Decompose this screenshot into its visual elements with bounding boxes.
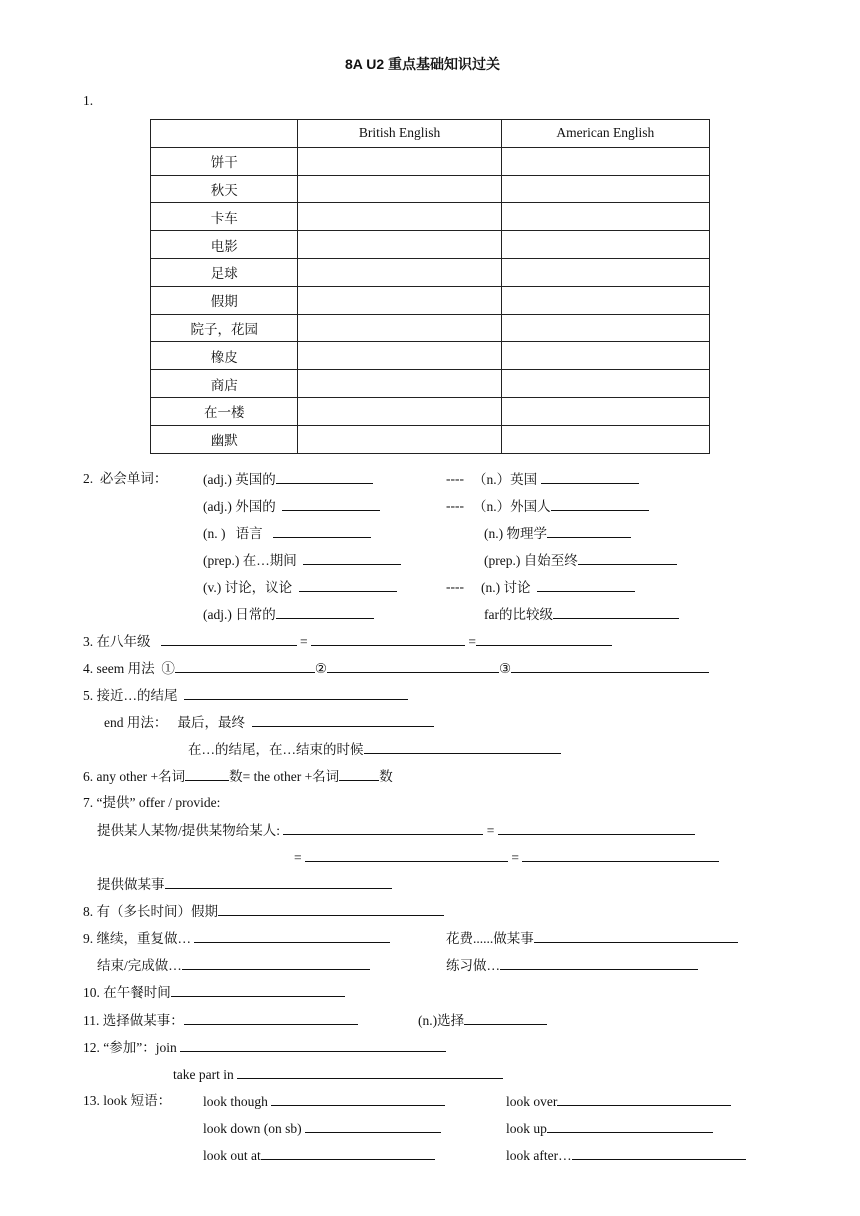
word-item	[203, 552, 401, 569]
question-text: take part in	[173, 1067, 234, 1082]
phrase-item	[506, 1147, 746, 1164]
answer-blank[interactable]	[305, 849, 508, 862]
table-cell-blank[interactable]	[501, 258, 709, 286]
word-item	[203, 471, 373, 488]
page-title: 8A U2 重点基础知识过关	[345, 56, 501, 72]
table-cell-chinese: 秋天	[151, 175, 298, 203]
question-6	[83, 768, 393, 785]
question-text: 12. “参加”：join	[83, 1040, 177, 1055]
table-cell-chinese: 院子，花园	[151, 314, 298, 342]
table-cell-blank[interactable]	[298, 203, 501, 231]
table-cell-chinese: 电影	[151, 231, 298, 259]
question-text: 5. 接近…的结尾	[83, 688, 178, 703]
question-11a	[83, 1012, 358, 1029]
question-text: 数= the other +名词	[229, 769, 340, 784]
answer-blank[interactable]	[305, 1120, 441, 1133]
word-prompt: (v.) 讨论，议论	[203, 580, 293, 595]
end-item: 在…的结尾，在…结束的时候	[188, 742, 364, 757]
answer-blank[interactable]	[276, 606, 374, 619]
question-text: 4. seem 用法	[83, 661, 155, 676]
table-cell-blank[interactable]	[501, 342, 709, 370]
answer-blank[interactable]	[182, 957, 370, 970]
provide-line-2	[294, 849, 719, 866]
table-cell-chinese: 卡车	[151, 203, 298, 231]
answer-blank[interactable]	[339, 768, 379, 781]
table-row	[151, 258, 710, 286]
question-5	[83, 687, 408, 704]
phrase-prompt: look down (on sb)	[203, 1121, 302, 1136]
phrase-item	[506, 1093, 731, 1110]
table-cell-blank[interactable]	[501, 425, 709, 453]
answer-blank[interactable]	[557, 1093, 731, 1106]
word-prompt: (n.) 物理学	[484, 526, 547, 541]
table-row	[151, 425, 710, 453]
answer-blank[interactable]	[299, 579, 397, 592]
question-9a	[83, 930, 390, 947]
answer-blank[interactable]	[553, 606, 679, 619]
word-prompt: (n. ) 语言	[203, 526, 263, 541]
question-text: 结束/完成做…	[97, 958, 182, 973]
question-text: 提供做某事	[97, 877, 165, 892]
question-4	[83, 660, 709, 677]
provide-line-1	[97, 822, 695, 839]
end-label: end 用法：	[104, 715, 168, 730]
table-cell-blank[interactable]	[298, 397, 501, 425]
word-item	[203, 606, 374, 623]
word-prompt: (adj.) 外国的	[203, 499, 276, 514]
phrase-prompt: look up	[506, 1121, 547, 1136]
question-9c	[97, 957, 370, 974]
table-cell-blank[interactable]	[298, 147, 501, 175]
vocab-table	[150, 119, 710, 454]
question-text: 11. 选择做某事：	[83, 1013, 184, 1028]
question-text: 8. 有（多长时间）假期	[83, 904, 218, 919]
answer-blank[interactable]	[311, 633, 465, 646]
table-cell-blank[interactable]	[501, 147, 709, 175]
word-item	[203, 525, 371, 542]
answer-blank[interactable]	[261, 1147, 435, 1160]
table-row	[151, 231, 710, 259]
dash: ----	[446, 471, 464, 486]
word-prompt: (prep.) 自始至终	[484, 553, 578, 568]
table-cell-blank[interactable]	[501, 203, 709, 231]
question-text: 练习做…	[446, 958, 500, 973]
question-number: 1.	[83, 93, 94, 108]
question-text: 花费......做某事	[446, 931, 534, 946]
table-cell-blank[interactable]	[501, 397, 709, 425]
answer-blank[interactable]	[237, 1066, 503, 1079]
word-prompt: （n.）英国	[473, 472, 538, 487]
phrase-prompt: look though	[203, 1094, 268, 1109]
answer-blank[interactable]	[161, 633, 297, 646]
table-cell-chinese: 商店	[151, 370, 298, 398]
answer-blank[interactable]	[464, 1012, 547, 1025]
word-item	[484, 552, 677, 569]
equals-sign: =	[294, 850, 302, 865]
question-7: 7. “提供” offer / provide:	[83, 795, 221, 810]
question-text: (n.)选择	[418, 1013, 465, 1028]
table-header-cell: British English	[298, 120, 501, 148]
phrase-item	[203, 1093, 445, 1110]
question-text: 数	[379, 769, 393, 784]
phrase-item	[506, 1120, 713, 1137]
answer-blank[interactable]	[283, 822, 483, 835]
table-row	[151, 203, 710, 231]
answer-blank[interactable]	[180, 1039, 446, 1052]
word-item	[473, 498, 649, 515]
question-text: 3. 在八年级	[83, 634, 151, 649]
circled-number: ③	[498, 661, 512, 676]
word-prompt: (adj.) 英国的	[203, 472, 276, 487]
answer-blank[interactable]	[273, 525, 371, 538]
answer-blank[interactable]	[184, 687, 408, 700]
table-row	[151, 342, 710, 370]
question-text: 提供某人某物/提供某物给某人:	[97, 823, 281, 838]
table-cell-blank[interactable]	[501, 314, 709, 342]
equals-sign: =	[486, 823, 495, 838]
answer-blank[interactable]	[171, 984, 345, 997]
answer-blank[interactable]	[276, 471, 373, 484]
table-cell-chinese: 幽默	[151, 425, 298, 453]
table-cell-blank[interactable]	[501, 370, 709, 398]
word-prompt: far的比较级	[484, 607, 553, 622]
end-item: 最后，最终	[177, 715, 245, 730]
answer-blank[interactable]	[476, 633, 612, 646]
answer-blank[interactable]	[364, 741, 561, 754]
answer-blank[interactable]	[303, 552, 401, 565]
question-9b	[446, 930, 738, 947]
circled-number: ①	[161, 661, 175, 676]
dash: ----	[446, 498, 464, 513]
table-row	[151, 314, 710, 342]
question-13-label: 13. look 短语：	[83, 1093, 172, 1108]
table-cell-blank[interactable]	[298, 175, 501, 203]
answer-blank[interactable]	[282, 498, 380, 511]
table-row	[151, 370, 710, 398]
answer-blank[interactable]	[547, 525, 631, 538]
word-item	[484, 606, 679, 623]
table-cell-chinese: 橡皮	[151, 342, 298, 370]
word-item	[484, 525, 631, 542]
answer-blank[interactable]	[551, 498, 649, 511]
equals-sign: =	[468, 634, 476, 649]
table-cell-chinese: 在一楼	[151, 397, 298, 425]
answer-blank[interactable]	[185, 768, 229, 781]
phrase-item	[203, 1147, 435, 1164]
table-cell-chinese: 饼干	[151, 147, 298, 175]
answer-blank[interactable]	[572, 1147, 746, 1160]
answer-blank[interactable]	[498, 822, 695, 835]
provide-line-3	[97, 876, 392, 893]
table-header-cell	[151, 120, 298, 148]
answer-blank[interactable]	[511, 660, 709, 673]
word-prompt: (n.) 讨论	[481, 580, 531, 595]
word-item	[203, 579, 397, 596]
table-cell-blank[interactable]	[298, 258, 501, 286]
dash: ----	[446, 579, 464, 594]
phrase-prompt: look after…	[506, 1148, 572, 1163]
word-item	[473, 471, 639, 488]
table-header-row	[151, 120, 710, 148]
answer-blank[interactable]	[165, 876, 392, 889]
word-item	[203, 498, 380, 515]
table-cell-blank[interactable]	[298, 425, 501, 453]
answer-blank[interactable]	[537, 579, 635, 592]
table-cell-blank[interactable]	[298, 314, 501, 342]
answer-blank[interactable]	[271, 1093, 445, 1106]
question-3	[83, 633, 612, 650]
answer-blank[interactable]	[184, 1012, 358, 1025]
table-cell-blank[interactable]	[298, 342, 501, 370]
answer-blank[interactable]	[218, 903, 444, 916]
question-number-text: 2.	[83, 471, 94, 486]
word-item	[481, 579, 635, 596]
answer-blank[interactable]	[327, 660, 499, 673]
table-row	[151, 175, 710, 203]
table-header-cell: American English	[501, 120, 709, 148]
answer-blank[interactable]	[522, 849, 719, 862]
question-label: 必会单词：	[99, 471, 168, 486]
question-9d	[446, 957, 698, 974]
question-12b	[173, 1066, 503, 1083]
word-prompt: (adj.) 日常的	[203, 607, 276, 622]
table-cell-chinese: 足球	[151, 258, 298, 286]
question-10	[83, 984, 345, 1001]
table-row	[151, 286, 710, 314]
table-cell-chinese: 假期	[151, 286, 298, 314]
word-prompt: （n.）外国人	[473, 499, 551, 514]
question-12a	[83, 1039, 446, 1056]
answer-blank[interactable]	[541, 471, 639, 484]
equals-sign: =	[511, 850, 519, 865]
answer-blank[interactable]	[252, 714, 434, 727]
table-cell-blank[interactable]	[501, 286, 709, 314]
circled-number: ②	[314, 661, 327, 676]
end-usage-2	[188, 741, 561, 758]
answer-blank[interactable]	[534, 930, 738, 943]
phrase-prompt: look over	[506, 1094, 558, 1109]
phrase-item	[203, 1120, 441, 1137]
question-8	[83, 903, 444, 920]
answer-blank[interactable]	[547, 1120, 713, 1133]
phrase-prompt: look out at	[203, 1148, 261, 1163]
table-cell-blank[interactable]	[298, 286, 501, 314]
table-row	[151, 397, 710, 425]
answer-blank[interactable]	[578, 552, 677, 565]
table-cell-blank[interactable]	[298, 370, 501, 398]
answer-blank[interactable]	[500, 957, 698, 970]
question-text: 6. any other +名词	[83, 769, 186, 784]
word-prompt: (prep.) 在…期间	[203, 553, 297, 568]
question-number	[83, 471, 167, 487]
equals-sign: =	[300, 634, 308, 649]
end-usage	[104, 714, 434, 731]
table-cell-blank[interactable]	[298, 231, 501, 259]
question-text: 9. 继续，重复做…	[83, 931, 191, 946]
answer-blank[interactable]	[194, 930, 390, 943]
question-11b	[418, 1012, 547, 1029]
question-text: 10. 在午餐时间	[83, 985, 171, 1000]
table-cell-blank[interactable]	[501, 231, 709, 259]
table-row	[151, 147, 710, 175]
answer-blank[interactable]	[175, 660, 315, 673]
table-cell-blank[interactable]	[501, 175, 709, 203]
